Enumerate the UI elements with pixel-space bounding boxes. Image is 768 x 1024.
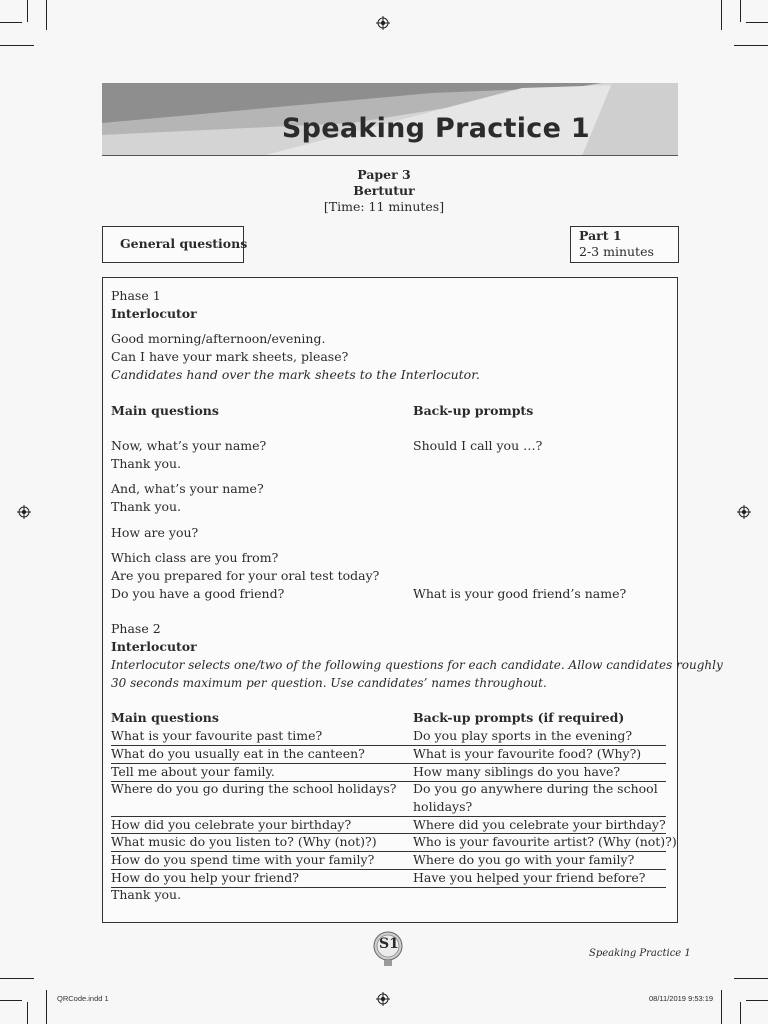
phase1-question: Thank you. [111, 456, 182, 471]
crop-mark [740, 0, 741, 22]
print-timestamp: 08/11/2019 9:53:19 [649, 994, 714, 1003]
title-banner [102, 83, 678, 156]
crop-mark [27, 1002, 28, 1024]
crop-mark [734, 978, 768, 979]
phase1-question: Thank you. [111, 499, 182, 514]
registration-mark-icon [737, 505, 751, 519]
phase2-role: Interlocutor [111, 639, 197, 654]
phase1-question: Do you have a good friend? [111, 586, 285, 601]
phase2-main-header: Main questions [111, 710, 219, 725]
table-question: How did you celebrate your birthday? [111, 817, 352, 832]
crop-mark [734, 45, 768, 46]
table-row-divider [111, 887, 666, 888]
crop-mark [721, 990, 722, 1024]
part-box [570, 226, 679, 263]
crop-mark [0, 22, 22, 23]
table-question: Where do you go during the school holidays? [111, 781, 397, 796]
crop-mark [746, 1000, 768, 1001]
table-prompt: Do you play sports in the evening? [413, 728, 633, 743]
crop-mark [46, 0, 47, 30]
phase2-instruction: 30 seconds maximum per question. Use candidates’ names throughout. [111, 676, 547, 690]
registration-mark-icon [376, 992, 390, 1006]
banner-divider [102, 155, 678, 156]
crop-mark [721, 0, 722, 30]
crop-mark [27, 0, 28, 22]
table-prompt: What is your favourite food? (Why?) [413, 746, 642, 761]
phase2-label: Phase 2 [111, 621, 161, 636]
table-prompt: Who is your favourite artist? (Why (not)?) [413, 834, 677, 849]
phase1-request: Can I have your mark sheets, please? [111, 349, 349, 364]
crop-mark [746, 22, 768, 23]
table-question: Tell me about your family. [111, 764, 275, 779]
phase1-backup-header: Back-up prompts [413, 403, 534, 418]
running-footer: Speaking Practice 1 [589, 948, 691, 959]
crop-mark [740, 1002, 741, 1024]
phase2-instruction: Interlocutor selects one/two of the following questions for each candidate. Allow candidates roughly [111, 658, 723, 672]
phase1-main-header: Main questions [111, 403, 219, 418]
phase2-backup-header: Back-up prompts (if required) [413, 710, 625, 725]
time-allowed: [Time: 11 minutes] [323, 199, 445, 214]
crop-mark [46, 990, 47, 1024]
table-prompt: Do you go anywhere during the school [413, 781, 658, 796]
table-prompt: holidays? [413, 799, 473, 814]
file-name: QRCode.indd 1 [57, 994, 109, 1003]
phase1-question: Now, what’s your name? [111, 438, 267, 453]
table-question: How do you help your friend? [111, 870, 299, 885]
table-question: What do you usually eat in the canteen? [111, 746, 365, 761]
table-question: How do you spend time with your family? [111, 852, 375, 867]
page-number: S1 [379, 936, 399, 952]
crop-mark [0, 978, 34, 979]
registration-mark-icon [17, 505, 31, 519]
table-prompt: Have you helped your friend before? [413, 870, 646, 885]
table-prompt: How many siblings do you have? [413, 764, 621, 779]
phase1-prompt: What is your good friend’s name? [413, 586, 627, 601]
table-prompt: Where did you celebrate your birthday? [413, 817, 666, 832]
crop-mark [0, 1000, 22, 1001]
phase1-prompt: Should I call you …? [413, 438, 543, 453]
registration-mark-icon [376, 16, 390, 30]
paper-number: Paper 3 [357, 167, 411, 182]
phase1-role: Interlocutor [111, 306, 197, 321]
section-label: General questions [120, 236, 248, 251]
part-label: Part 1 [579, 228, 622, 243]
table-question: What is your favourite past time? [111, 728, 323, 743]
table-question: What music do you listen to? (Why (not)?) [111, 834, 377, 849]
phase1-label: Phase 1 [111, 288, 161, 303]
page-title: Speaking Practice 1 [281, 113, 590, 144]
phase1-question: Are you prepared for your oral test today? [111, 568, 380, 583]
phase1-question: How are you? [111, 525, 199, 540]
phase1-question: And, what’s your name? [111, 481, 264, 496]
phase1-question: Which class are you from? [111, 550, 279, 565]
crop-mark [0, 45, 34, 46]
paper-subtitle: Bertutur [353, 183, 415, 198]
closing-line: Thank you. [111, 887, 182, 902]
part-duration: 2-3 minutes [579, 244, 654, 259]
phase1-instruction: Candidates hand over the mark sheets to the Interlocutor. [111, 367, 480, 382]
section-label-box [102, 226, 248, 263]
table-prompt: Where do you go with your family? [413, 852, 635, 867]
phase1-greeting: Good morning/afternoon/evening. [111, 331, 326, 346]
